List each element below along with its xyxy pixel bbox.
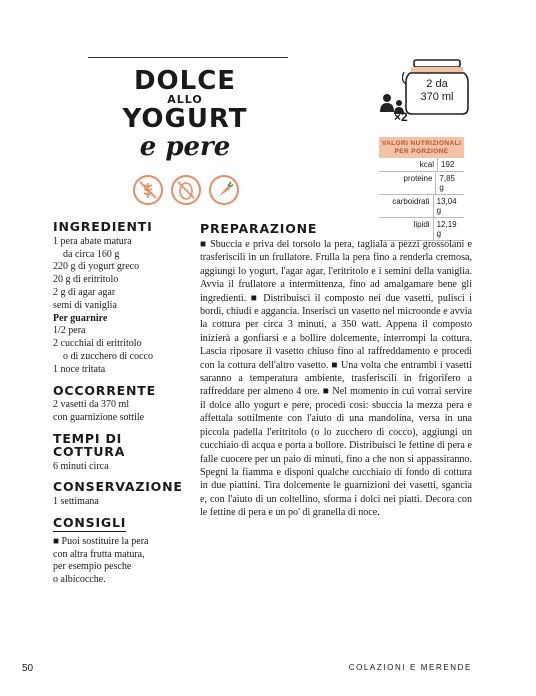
nutrition-row: carboidrati 13,04 g <box>379 195 464 218</box>
preparation-text: ■ Sbuccia e priva del torsolo la pera, tagliala a pezzi grossolani e trasferiscili in un frullatore. Frulla la pera fino a renderla cremosa, aggiungi lo yogurt, l'agar agar, l'eritritolo e i semini della vaniglia. Avvia il frullatore a intermittenza, fino ad amalgamare bene gli ingredienti. ■ Distribuisci il composto nei due vasetti, pulisci i bordi, chiudi e aggancia. Inserisci un vasetto nel microonde e avvia la cottura per circa 3 minuti, a 350 watt. Appena il composto inizierà a gonfiarsi e a bollire dolcemente, interrompi la cottura. Lascia riposare il vasetto chiuso fino al raffreddamento e procedi con la cottura dell'altro vasetto. ■ Una volta che entrambi i vasetti saranno a temperatura ambiente, trasferiscili in frigorifero a raffreddare per almeno 4 ore. ■ Nel momento in cui vorrai servire il dolce allo yogurt e pere, procedi così: sbuccia la mezza pera e affettala sottilmente con l'aiuto di una mandolina, versa in una piccola padella l'eritritolo (o lo zucchero di cocco), aggiungi un cucchiaio di acqua e porta a bollore. Distribuisci le fettine di pera e falle cuocere per un paio di minuti, fino a che non si appassiranno. Spegni la fiamma e disponi qualche cucchiaio di fondo di cottura in due piattini. Tira dolcemente le guarnizioni dei vasetti, sgancia e, con l'aiuto di un coltellino, sforma i dolci nei piatti. Decora con le fettine di pera e un po' di granella di noce. <box>200 239 472 519</box>
jar-icon <box>402 58 472 121</box>
consigli-line: con altra frutta matura, <box>53 548 145 560</box>
title-line-1: DOLCE <box>133 66 237 96</box>
servings: ×2 <box>378 92 408 127</box>
ingredient-item: 2 g di agar agar <box>53 286 116 298</box>
tempi-heading: TEMPI DI COTTURA <box>53 430 126 459</box>
garnish-item: 1/2 pera <box>53 325 86 337</box>
garnish-item: o di zucchero di cocco <box>63 350 153 362</box>
no-gluten-icon <box>133 175 163 205</box>
nutrition-row: lipidi 12,19 g <box>379 218 464 241</box>
ingredients-heading: INGREDIENTI <box>53 219 153 234</box>
preparation-section <box>200 221 472 520</box>
preparation-heading: PREPARAZIONE <box>200 221 318 236</box>
consigli-line: per esempio pesche <box>53 561 132 573</box>
consigli-heading: CONSIGLI <box>53 514 127 530</box>
recipe-title <box>95 68 275 162</box>
page-number: 50 <box>22 663 34 674</box>
ingredient-item: da circa 160 g <box>63 248 120 260</box>
nutrition-row: kcal 192 <box>379 158 464 172</box>
servings-count: 2 <box>401 110 408 124</box>
occorrente-line: con guarnizione sottile <box>53 412 145 424</box>
nutrition-header: VALORI NUTRIZIONALI PER PORZIONE <box>379 137 464 158</box>
garnish-heading: Per guarnire <box>53 312 108 324</box>
ingredient-item: semi di vaniglia <box>53 299 117 311</box>
title-line-3: YOGURT <box>122 104 248 134</box>
occorrente-heading: OCCORRENTE <box>53 382 156 398</box>
occorrente-line: 2 vasetti da 370 ml <box>53 399 130 411</box>
consigli-line: ■ Puoi sostituire la pera <box>53 535 149 547</box>
title-line-4: e pere <box>139 132 231 162</box>
top-rule <box>88 57 288 58</box>
ingredient-item: 1 pera abate matura <box>53 235 132 247</box>
conservazione-heading: CONSERVAZIONE <box>53 479 183 495</box>
garnish-item: 1 noce tritata <box>53 363 106 375</box>
title-line-2: ALLO <box>167 93 203 106</box>
section-footer: COLAZIONI E MERENDE <box>348 663 472 672</box>
nutrition-row: proteine 7,85 g <box>379 172 464 195</box>
left-column <box>53 221 193 587</box>
ingredient-item: 220 g di yogurt greco <box>53 261 140 273</box>
ingredient-item: 20 g di eritritolo <box>53 274 119 286</box>
conservazione-text: 1 settimana <box>53 496 99 508</box>
garnish-item: 2 cucchiai di eritritolo <box>53 338 142 350</box>
no-egg-icon <box>171 175 201 205</box>
jar-size: 370 ml <box>420 91 454 103</box>
jar-qty: 2 da <box>426 78 448 90</box>
consigli-line: o albicocche. <box>53 574 106 586</box>
tempi-text: 6 minuti circa <box>53 460 109 472</box>
vegetable-icon <box>209 175 239 205</box>
